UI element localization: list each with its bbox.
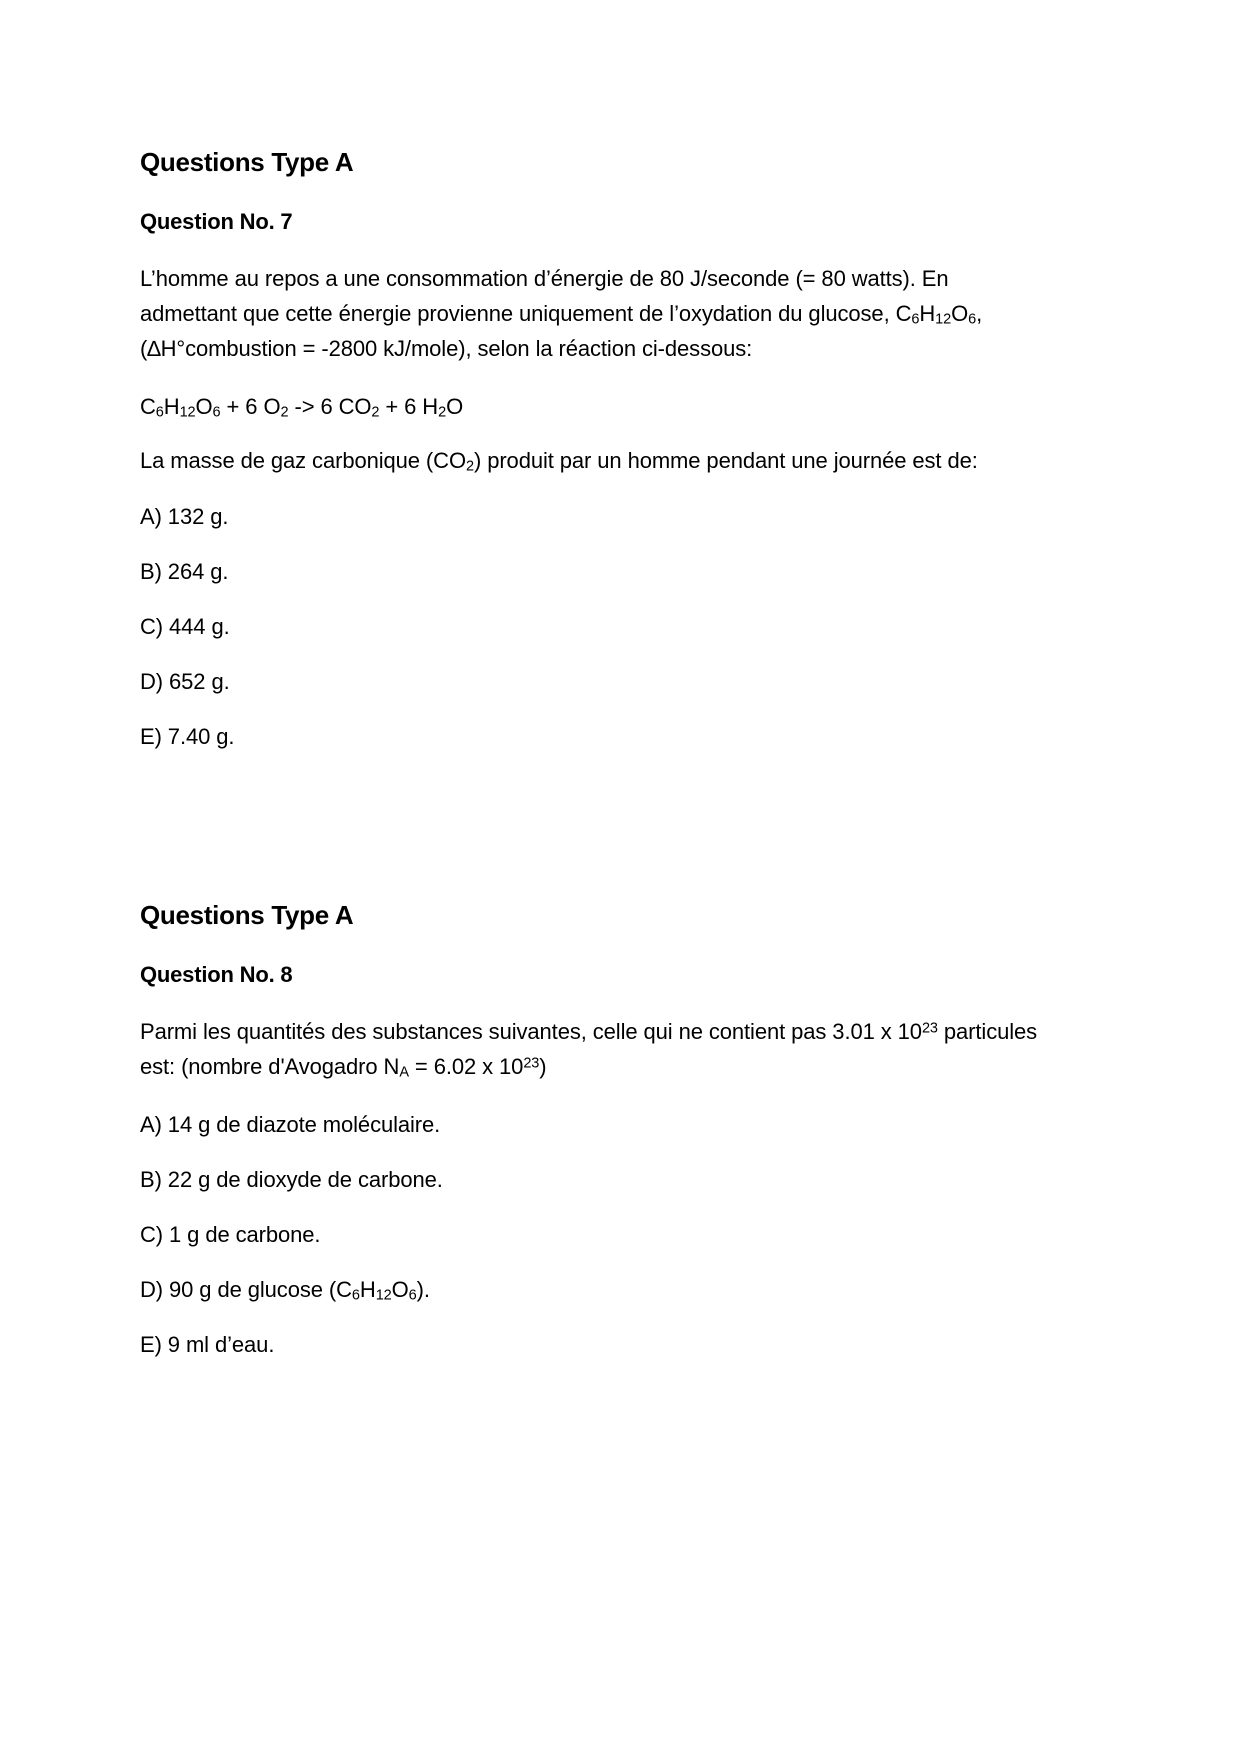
answer-options <box>140 502 1145 752</box>
intro-line: admettant que cette énergie provienne uniquement de l’oxydation du glucose, $C_6H_{12}O_6$, <box>140 301 983 328</box>
answer-option-d: D) 90 g de glucose $(C_6H_{12}O_6)$. <box>140 1277 430 1304</box>
answer-option-e: E) 9 ml d’eau. <box>140 1332 275 1357</box>
question-prompt: La masse de gaz carbonique $(CO_2)$ produit par un homme pendant une journée est de: <box>140 448 978 475</box>
question-7-section <box>140 146 1145 752</box>
answer-option-d: D) 652 g. <box>140 669 230 694</box>
intro-line: Parmi les quantités des substances suivantes, celle qui ne contient pas 3.01 x $10^{23}$ particules <box>140 1019 1038 1044</box>
question-intro <box>140 261 1145 366</box>
answer-option-a: A) 132 g. <box>140 504 229 529</box>
intro-line: (∆H°combustion = -2800 kJ/mole), selon la réaction ci-dessous: <box>140 336 753 361</box>
intro-line: est: (nombre d'Avogadro $N_A = 6.02$ x $10^{23}$) <box>140 1054 547 1081</box>
chemical-equation: $C_6H_{12}O_6 + 6$ $O_2 -> 6$ $CO_2 + 6$ $H_2O$ <box>140 394 464 421</box>
answer-option-b: B) 264 g. <box>140 559 229 584</box>
answer-option-b: B) 22 g de dioxyde de carbone. <box>140 1167 443 1192</box>
question-number-label: Question No. 7 <box>140 209 293 234</box>
answer-option-c: C) 444 g. <box>140 614 230 639</box>
section-heading: Questions Type A <box>140 147 354 177</box>
section-heading: Questions Type A <box>140 900 354 930</box>
question-number-label: Question No. 8 <box>140 962 293 987</box>
question-8-section <box>140 899 1145 1360</box>
question-intro <box>140 1014 1145 1084</box>
answer-options <box>140 1110 1145 1360</box>
intro-line: L’homme au repos a une consommation d’énergie de 80 J/seconde (= 80 watts). En <box>140 266 949 291</box>
answer-option-c: C) 1 g de carbone. <box>140 1222 321 1247</box>
answer-option-e: E) 7.40 g. <box>140 724 235 749</box>
answer-option-a: A) 14 g de diazote moléculaire. <box>140 1112 441 1137</box>
